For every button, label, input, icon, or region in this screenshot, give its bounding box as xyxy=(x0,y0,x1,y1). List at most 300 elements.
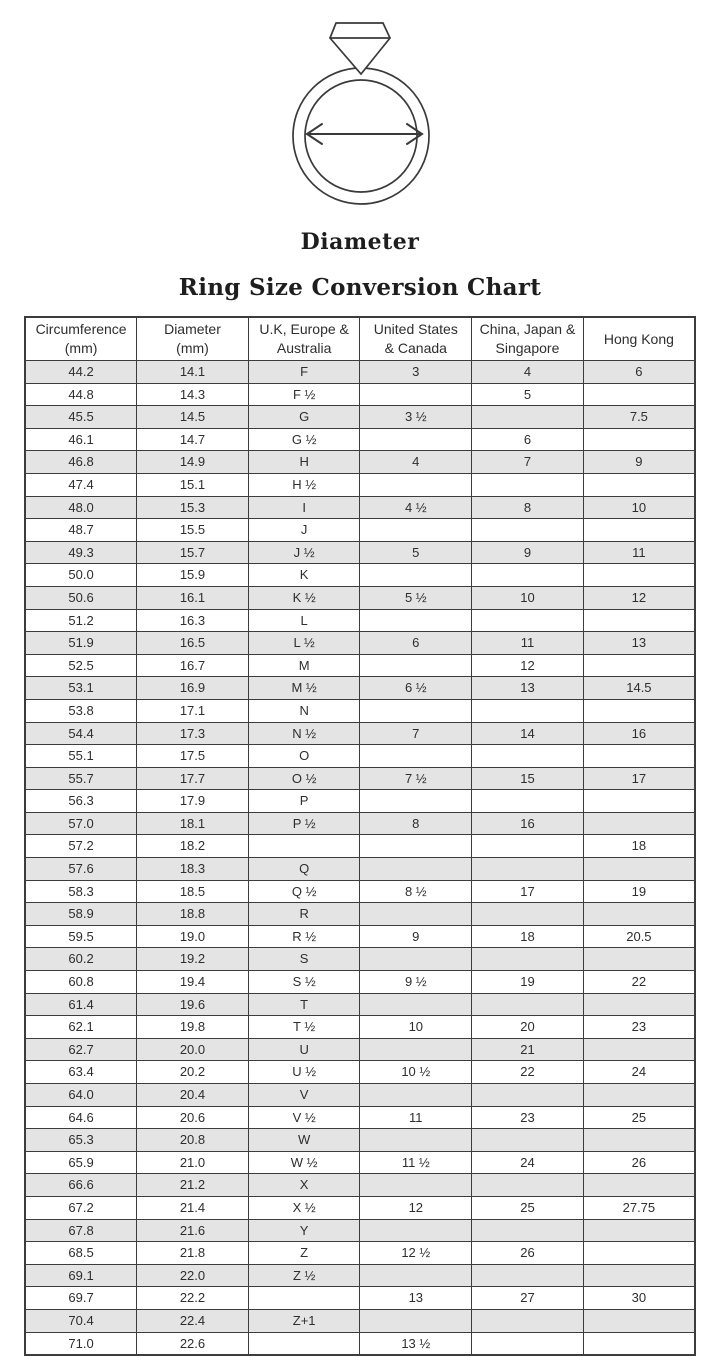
table-cell xyxy=(472,790,584,813)
table-cell: P ½ xyxy=(248,812,360,835)
table-cell xyxy=(472,903,584,926)
header-line: Diameter xyxy=(164,321,221,337)
table-cell: P xyxy=(248,790,360,813)
table-cell: F ½ xyxy=(248,383,360,406)
table-cell: 5 xyxy=(360,541,472,564)
table-cell: 7 xyxy=(472,451,584,474)
table-cell: V xyxy=(248,1084,360,1107)
table-cell: 14 xyxy=(472,722,584,745)
table-cell xyxy=(472,609,584,632)
table-cell: 49.3 xyxy=(25,541,137,564)
table-cell: 66.6 xyxy=(25,1174,137,1197)
table-cell: N ½ xyxy=(248,722,360,745)
table-cell xyxy=(360,903,472,926)
table-row xyxy=(25,1332,695,1355)
table-row xyxy=(25,428,695,451)
col-header-diameter xyxy=(137,317,249,361)
table-cell xyxy=(583,473,695,496)
table-cell: 15 xyxy=(472,767,584,790)
table-cell xyxy=(583,1242,695,1265)
table-cell xyxy=(583,1084,695,1107)
table-cell: 19 xyxy=(472,971,584,994)
table-cell xyxy=(472,406,584,429)
ring-outer-circle xyxy=(293,68,429,204)
header-line: (mm) xyxy=(176,340,209,356)
table-cell xyxy=(360,858,472,881)
table-cell: U xyxy=(248,1038,360,1061)
table-cell: 17.3 xyxy=(137,722,249,745)
table-cell: R xyxy=(248,903,360,926)
table-cell: 20.5 xyxy=(583,925,695,948)
table-row xyxy=(25,1061,695,1084)
table-cell xyxy=(583,1309,695,1332)
table-row xyxy=(25,993,695,1016)
table-row xyxy=(25,767,695,790)
table-cell xyxy=(472,473,584,496)
table-cell: 19.0 xyxy=(137,925,249,948)
table-cell: 14.5 xyxy=(583,677,695,700)
table-cell: 5 xyxy=(472,383,584,406)
table-cell xyxy=(472,564,584,587)
table-cell: 21.2 xyxy=(137,1174,249,1197)
table-cell: 16 xyxy=(472,812,584,835)
table-cell: 16.3 xyxy=(137,609,249,632)
table-cell xyxy=(583,383,695,406)
table-cell xyxy=(583,609,695,632)
table-cell: 4 xyxy=(360,451,472,474)
table-cell: 69.7 xyxy=(25,1287,137,1310)
col-header-circumference xyxy=(25,317,137,361)
table-cell xyxy=(360,1309,472,1332)
table-row xyxy=(25,473,695,496)
table-cell: 63.4 xyxy=(25,1061,137,1084)
table-body xyxy=(25,361,695,1356)
table-cell: T ½ xyxy=(248,1016,360,1039)
table-cell xyxy=(472,1174,584,1197)
table-cell xyxy=(583,654,695,677)
table-cell xyxy=(360,609,472,632)
table-cell: 14.3 xyxy=(137,383,249,406)
table-cell: 16 xyxy=(583,722,695,745)
table-cell: 16.1 xyxy=(137,586,249,609)
diamond-shape xyxy=(330,23,390,74)
table-cell xyxy=(583,812,695,835)
ring-inner-circle xyxy=(305,80,417,192)
table-cell: 27.75 xyxy=(583,1196,695,1219)
table-cell: 21.8 xyxy=(137,1242,249,1265)
table-cell xyxy=(360,428,472,451)
table-cell xyxy=(583,519,695,542)
col-header-hong-kong xyxy=(583,317,695,361)
table-cell: 69.1 xyxy=(25,1264,137,1287)
table-row xyxy=(25,1106,695,1129)
table-cell: 19.6 xyxy=(137,993,249,1016)
table-cell xyxy=(360,1264,472,1287)
table-cell: 17 xyxy=(583,767,695,790)
table-cell: 52.5 xyxy=(25,654,137,677)
table-row xyxy=(25,1196,695,1219)
table-cell: 5 ½ xyxy=(360,586,472,609)
table-cell: 22.6 xyxy=(137,1332,249,1355)
table-cell xyxy=(360,745,472,768)
table-cell: 4 ½ xyxy=(360,496,472,519)
table-cell xyxy=(248,1332,360,1355)
table-cell: 22 xyxy=(583,971,695,994)
table-cell: 7.5 xyxy=(583,406,695,429)
table-cell: 53.8 xyxy=(25,699,137,722)
table-cell xyxy=(360,383,472,406)
table-cell: 55.7 xyxy=(25,767,137,790)
table-cell: 14.5 xyxy=(137,406,249,429)
table-cell: 12 ½ xyxy=(360,1242,472,1265)
table-cell: 23 xyxy=(472,1106,584,1129)
table-cell: 25 xyxy=(472,1196,584,1219)
table-cell: X xyxy=(248,1174,360,1197)
table-cell: 59.5 xyxy=(25,925,137,948)
table-cell xyxy=(583,790,695,813)
table-cell: L xyxy=(248,609,360,632)
table-cell: T xyxy=(248,993,360,1016)
table-cell: 21.6 xyxy=(137,1219,249,1242)
table-row xyxy=(25,699,695,722)
table-cell: J xyxy=(248,519,360,542)
table-cell xyxy=(583,858,695,881)
table-cell: 58.3 xyxy=(25,880,137,903)
table-cell: 7 xyxy=(360,722,472,745)
table-cell xyxy=(583,1038,695,1061)
table-row xyxy=(25,1309,695,1332)
table-row xyxy=(25,406,695,429)
table-cell: 71.0 xyxy=(25,1332,137,1355)
table-row xyxy=(25,677,695,700)
table-cell: 20.0 xyxy=(137,1038,249,1061)
table-row xyxy=(25,361,695,384)
table-cell: 17.5 xyxy=(137,745,249,768)
table-cell: 20.4 xyxy=(137,1084,249,1107)
table-cell xyxy=(583,948,695,971)
table-cell xyxy=(360,1038,472,1061)
table-cell xyxy=(360,699,472,722)
table-cell: 60.2 xyxy=(25,948,137,971)
table-cell: Z ½ xyxy=(248,1264,360,1287)
header-line: & Canada xyxy=(384,340,447,356)
table-cell: 26 xyxy=(583,1151,695,1174)
table-cell: H xyxy=(248,451,360,474)
table-cell: 26 xyxy=(472,1242,584,1265)
table-cell xyxy=(583,699,695,722)
table-cell xyxy=(472,1332,584,1355)
table-cell xyxy=(248,1287,360,1310)
table-cell: F xyxy=(248,361,360,384)
table-cell: 21.4 xyxy=(137,1196,249,1219)
table-cell: 18.8 xyxy=(137,903,249,926)
table-cell xyxy=(360,519,472,542)
table-cell: M xyxy=(248,654,360,677)
table-cell: K ½ xyxy=(248,586,360,609)
table-cell: 45.5 xyxy=(25,406,137,429)
table-cell: 25 xyxy=(583,1106,695,1129)
table-row xyxy=(25,1219,695,1242)
table-cell: 44.8 xyxy=(25,383,137,406)
table-cell: 19.8 xyxy=(137,1016,249,1039)
table-cell: O ½ xyxy=(248,767,360,790)
table-cell: 6 ½ xyxy=(360,677,472,700)
table-cell: 19 xyxy=(583,880,695,903)
table-cell: 15.3 xyxy=(137,496,249,519)
table-row xyxy=(25,1174,695,1197)
table-row xyxy=(25,519,695,542)
table-row xyxy=(25,654,695,677)
table-cell: 24 xyxy=(472,1151,584,1174)
table-cell: 6 xyxy=(583,361,695,384)
table-cell: 23 xyxy=(583,1016,695,1039)
table-cell: 46.1 xyxy=(25,428,137,451)
table-cell xyxy=(583,1332,695,1355)
table-cell: 27 xyxy=(472,1287,584,1310)
table-row xyxy=(25,496,695,519)
table-row xyxy=(25,925,695,948)
table-row xyxy=(25,948,695,971)
table-cell: S ½ xyxy=(248,971,360,994)
table-cell xyxy=(583,1264,695,1287)
table-cell: 65.9 xyxy=(25,1151,137,1174)
table-cell xyxy=(472,1084,584,1107)
table-cell: 9 xyxy=(583,451,695,474)
table-cell: U ½ xyxy=(248,1061,360,1084)
table-cell: 17 xyxy=(472,880,584,903)
table-cell: 17.1 xyxy=(137,699,249,722)
table-cell: 22.4 xyxy=(137,1309,249,1332)
table-cell xyxy=(360,473,472,496)
col-header-us-canada xyxy=(360,317,472,361)
table-row xyxy=(25,383,695,406)
table-cell: Y xyxy=(248,1219,360,1242)
table-cell: 12 xyxy=(472,654,584,677)
table-row xyxy=(25,722,695,745)
table-cell: 8 xyxy=(360,812,472,835)
table-cell xyxy=(360,1174,472,1197)
table-cell: 11 xyxy=(472,632,584,655)
table-cell: 53.1 xyxy=(25,677,137,700)
table-cell xyxy=(472,699,584,722)
table-cell: 18.5 xyxy=(137,880,249,903)
table-cell xyxy=(583,1174,695,1197)
table-cell: 15.7 xyxy=(137,541,249,564)
table-cell: 7 ½ xyxy=(360,767,472,790)
table-row xyxy=(25,1084,695,1107)
table-cell: 9 xyxy=(472,541,584,564)
table-row xyxy=(25,609,695,632)
table-cell: I xyxy=(248,496,360,519)
table-row xyxy=(25,1242,695,1265)
table-cell: 48.0 xyxy=(25,496,137,519)
table-cell: O xyxy=(248,745,360,768)
table-cell: 8 ½ xyxy=(360,880,472,903)
table-cell: W xyxy=(248,1129,360,1152)
table-cell: 3 ½ xyxy=(360,406,472,429)
table-cell: M ½ xyxy=(248,677,360,700)
table-cell: 9 xyxy=(360,925,472,948)
table-cell xyxy=(472,745,584,768)
table-cell: 47.4 xyxy=(25,473,137,496)
table-cell: 68.5 xyxy=(25,1242,137,1265)
table-cell: 12 xyxy=(360,1196,472,1219)
table-cell: 64.6 xyxy=(25,1106,137,1129)
table-cell: 62.1 xyxy=(25,1016,137,1039)
table-row xyxy=(25,790,695,813)
table-row xyxy=(25,1038,695,1061)
table-cell xyxy=(472,1309,584,1332)
table-row xyxy=(25,1287,695,1310)
table-cell: H ½ xyxy=(248,473,360,496)
table-cell xyxy=(360,654,472,677)
diameter-label: Diameter xyxy=(300,229,420,255)
table-row xyxy=(25,971,695,994)
table-cell xyxy=(360,790,472,813)
table-cell: 19.2 xyxy=(137,948,249,971)
table-cell: 18.2 xyxy=(137,835,249,858)
table-cell: 17.9 xyxy=(137,790,249,813)
header-line: Hong Kong xyxy=(603,330,674,347)
table-cell: 48.7 xyxy=(25,519,137,542)
table-row xyxy=(25,1016,695,1039)
table-cell: 57.2 xyxy=(25,835,137,858)
table-cell: 18.1 xyxy=(137,812,249,835)
table-cell: L ½ xyxy=(248,632,360,655)
table-cell: 10 xyxy=(583,496,695,519)
header-line: U.K, Europe & xyxy=(259,321,349,337)
table-row xyxy=(25,745,695,768)
table-cell: 11 xyxy=(360,1106,472,1129)
table-cell xyxy=(248,835,360,858)
ring-size-conversion-table xyxy=(24,316,696,1356)
table-cell: 51.2 xyxy=(25,609,137,632)
table-cell: R ½ xyxy=(248,925,360,948)
table-cell: 13 xyxy=(360,1287,472,1310)
table-cell: 18 xyxy=(472,925,584,948)
table-cell xyxy=(472,858,584,881)
table-cell: 21 xyxy=(472,1038,584,1061)
table-cell: 15.5 xyxy=(137,519,249,542)
table-row xyxy=(25,451,695,474)
table-cell: W ½ xyxy=(248,1151,360,1174)
table-cell: 64.0 xyxy=(25,1084,137,1107)
table-cell xyxy=(583,1219,695,1242)
table-cell: 58.9 xyxy=(25,903,137,926)
table-row xyxy=(25,880,695,903)
table-row xyxy=(25,1129,695,1152)
table-cell: 22.2 xyxy=(137,1287,249,1310)
diameter-arrow-icon xyxy=(307,124,422,144)
table-cell: Q xyxy=(248,858,360,881)
table-row xyxy=(25,586,695,609)
table-cell xyxy=(583,564,695,587)
table-cell: 54.4 xyxy=(25,722,137,745)
table-cell xyxy=(583,745,695,768)
table-cell xyxy=(360,993,472,1016)
table-cell: 21.0 xyxy=(137,1151,249,1174)
table-cell: 46.8 xyxy=(25,451,137,474)
table-cell: 65.3 xyxy=(25,1129,137,1152)
table-cell: 50.6 xyxy=(25,586,137,609)
table-cell xyxy=(472,993,584,1016)
header-line: (mm) xyxy=(64,340,98,356)
table-cell: 55.1 xyxy=(25,745,137,768)
table-cell: 50.0 xyxy=(25,564,137,587)
table-row xyxy=(25,632,695,655)
table-cell: 20.8 xyxy=(137,1129,249,1152)
table-cell: 14.9 xyxy=(137,451,249,474)
table-cell: 18.3 xyxy=(137,858,249,881)
table-row xyxy=(25,812,695,835)
table-cell: 16.7 xyxy=(137,654,249,677)
table-cell: 11 xyxy=(583,541,695,564)
table-row xyxy=(25,541,695,564)
table-cell: Z xyxy=(248,1242,360,1265)
table-cell: 19.4 xyxy=(137,971,249,994)
table-cell xyxy=(583,428,695,451)
table-cell: Q ½ xyxy=(248,880,360,903)
table-cell: 56.3 xyxy=(25,790,137,813)
table-cell: 9 ½ xyxy=(360,971,472,994)
table-cell xyxy=(472,948,584,971)
header-line: Singapore xyxy=(495,340,560,356)
table-cell: 24 xyxy=(583,1061,695,1084)
table-cell: 30 xyxy=(583,1287,695,1310)
table-cell xyxy=(360,948,472,971)
table-row xyxy=(25,1264,695,1287)
table-cell: V ½ xyxy=(248,1106,360,1129)
table-cell xyxy=(360,564,472,587)
table-cell: 20 xyxy=(472,1016,584,1039)
table-cell: 57.0 xyxy=(25,812,137,835)
table-cell: 13 ½ xyxy=(360,1332,472,1355)
table-cell: Z+1 xyxy=(248,1309,360,1332)
table-cell: 67.8 xyxy=(25,1219,137,1242)
table-cell: 57.6 xyxy=(25,858,137,881)
table-cell: K xyxy=(248,564,360,587)
table-cell: 14.1 xyxy=(137,361,249,384)
table-cell: 16.5 xyxy=(137,632,249,655)
header-line: China, Japan & xyxy=(479,321,576,337)
table-cell: 17.7 xyxy=(137,767,249,790)
col-header-china-japan-singapore xyxy=(472,317,584,361)
table-cell: N xyxy=(248,699,360,722)
table-row xyxy=(25,858,695,881)
ring-size-chart-page xyxy=(0,11,720,1351)
table-cell: G xyxy=(248,406,360,429)
table-cell xyxy=(472,835,584,858)
table-cell: 20.2 xyxy=(137,1061,249,1084)
table-header-row xyxy=(25,317,695,361)
table-cell: 14.7 xyxy=(137,428,249,451)
table-cell: 11 ½ xyxy=(360,1151,472,1174)
table-cell: 10 xyxy=(360,1016,472,1039)
table-cell: 10 xyxy=(472,586,584,609)
header-line: Circumference xyxy=(35,321,127,337)
table-cell: 6 xyxy=(472,428,584,451)
table-cell: 51.9 xyxy=(25,632,137,655)
table-cell: S xyxy=(248,948,360,971)
table-cell: 61.4 xyxy=(25,993,137,1016)
table-cell xyxy=(360,1219,472,1242)
table-cell: 44.2 xyxy=(25,361,137,384)
table-row xyxy=(25,835,695,858)
table-cell: 22.0 xyxy=(137,1264,249,1287)
col-header-uk-europe-australia xyxy=(248,317,360,361)
table-cell: G ½ xyxy=(248,428,360,451)
table-cell: 20.6 xyxy=(137,1106,249,1129)
